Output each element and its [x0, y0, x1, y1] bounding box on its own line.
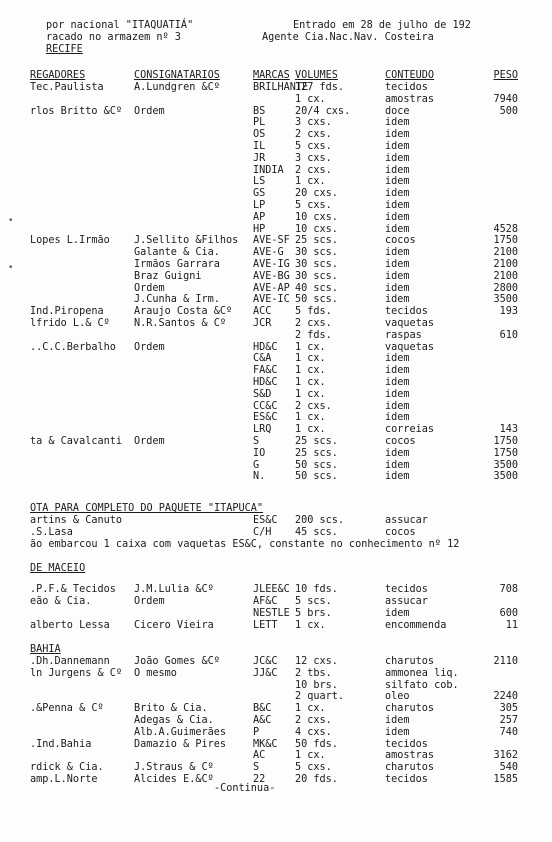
cell-mark: JCR	[253, 318, 272, 329]
cell-weight: 1750	[493, 447, 518, 459]
cell-content: idem	[385, 223, 410, 235]
cell-content: charutos	[385, 703, 435, 715]
cell-content: charutos	[385, 656, 435, 667]
table-row	[0, 691, 552, 703]
nota-remark: ão embarcou 1 caixa com vaquetas ES&C, constante no conhecimento nº 12	[30, 539, 460, 550]
cell-volume: 1 cx.	[295, 377, 326, 388]
cell-shipper: rlos Britto &Cº	[30, 105, 123, 117]
cell-content: idem	[385, 715, 410, 726]
cell-volume: 25 scs.	[295, 447, 338, 459]
cell-mark: JR	[253, 152, 266, 164]
cell-shipper: Lopes L.Irmão	[30, 235, 110, 247]
cell-content: idem	[385, 726, 410, 738]
cell-mark: IO	[253, 447, 266, 459]
margin-mark: •	[8, 263, 14, 273]
table-row	[0, 412, 552, 424]
cell-volume: 30 scs.	[295, 259, 338, 270]
cell-volume: 5 cxs.	[295, 141, 332, 152]
table-row	[0, 259, 552, 271]
cell-content: amostras	[385, 750, 435, 762]
cell-mark: C&A	[253, 353, 272, 365]
table-row	[0, 703, 552, 715]
cell-shipper: ..C.C.Berbalho	[30, 341, 116, 353]
cell-volume: 1 cx.	[295, 365, 326, 377]
table-row	[0, 668, 552, 680]
cell-content: idem	[385, 471, 410, 483]
cell-mark: BS	[253, 105, 266, 117]
cell-consignee: N.R.Santos & Cº	[134, 318, 227, 329]
cell-volume: 12 cxs.	[295, 656, 338, 667]
cell-volume: 5 fds.	[295, 306, 332, 318]
cell-weight: 740	[499, 726, 518, 738]
cell-consignee: Ordem	[134, 282, 165, 294]
cell-volume: 5 brs.	[295, 608, 332, 619]
cell-content: idem	[385, 353, 410, 365]
cell-volume: 40 scs.	[295, 282, 338, 294]
cell-content: tecidos	[385, 584, 428, 595]
table-row	[0, 306, 552, 318]
cell-volume: 200 scs.	[295, 515, 345, 526]
cell-content: idem	[385, 377, 410, 388]
cell-mark: C/H	[253, 527, 272, 538]
cell-consignee: Galante & Cia.	[134, 247, 220, 259]
cell-consignee: Araujo Costa &Cº	[134, 306, 233, 318]
cell-content: vaquetas	[385, 341, 435, 353]
cell-content: idem	[385, 259, 410, 270]
cell-mark: IL	[253, 141, 266, 152]
cell-weight: 2100	[493, 259, 518, 270]
cell-mark: BRILHANTE	[253, 82, 309, 93]
cell-mark: HP	[253, 223, 266, 235]
section-title-maceio: DE MACEIO	[30, 563, 86, 574]
cell-content: idem	[385, 117, 410, 129]
cell-volume: 2 tbs.	[295, 667, 332, 679]
cell-mark: AF&C	[253, 596, 278, 607]
cell-mark: FA&C	[253, 365, 278, 377]
table-row	[0, 141, 552, 153]
cell-mark: AVE-G	[253, 247, 284, 259]
cell-consignee: Ordem	[134, 436, 165, 447]
table-row	[0, 247, 552, 259]
cell-mark: S	[253, 762, 260, 774]
cell-volume: 5 cxs.	[295, 200, 332, 211]
cell-content: idem	[385, 447, 410, 459]
cell-shipper: .&Penna & Cº	[30, 703, 104, 715]
cell-mark: 22	[253, 774, 266, 785]
table-row	[0, 294, 552, 306]
table-row	[0, 153, 552, 165]
cell-volume: 2 cxs.	[295, 129, 332, 141]
cell-mark: ES&C	[253, 515, 278, 526]
cell-mark: HD&C	[253, 341, 278, 353]
table-row	[0, 377, 552, 389]
cell-shipper: Ind.Piropena	[30, 306, 104, 318]
cell-content: idem	[385, 164, 410, 176]
table-row	[0, 727, 552, 739]
cell-weight: 1585	[493, 774, 518, 785]
cell-volume: 50 scs.	[295, 459, 338, 471]
cell-shipper: amp.L.Norte	[30, 774, 98, 785]
cell-content: idem	[385, 282, 410, 294]
cell-volume: 1 cx.	[295, 703, 326, 715]
table-row	[0, 739, 552, 751]
cell-weight: 3500	[493, 471, 518, 483]
cell-content: idem	[385, 388, 410, 400]
table-row	[0, 235, 552, 247]
cell-content: encommenda	[385, 620, 447, 631]
cell-mark: AC	[253, 750, 266, 762]
cell-volume: 5 scs.	[295, 596, 332, 607]
cell-shipper: .Dh.Dannemann	[30, 656, 110, 667]
cell-volume: 2 quart.	[295, 691, 345, 703]
cell-content: cocos	[385, 527, 416, 538]
table-row	[0, 117, 552, 129]
section-title-bahia: BAHIA	[30, 644, 61, 655]
cell-content: amostras	[385, 93, 435, 105]
table-row	[0, 715, 552, 727]
cell-weight: 500	[499, 105, 518, 117]
cell-volume: 10 brs.	[295, 679, 338, 691]
cell-content: cocos	[385, 235, 416, 247]
cell-content: correias	[385, 424, 435, 436]
cell-volume: 1 cx.	[295, 341, 326, 353]
nota-title: OTA PARA COMPLETO DO PAQUETE "ITAPUCA"	[30, 503, 264, 514]
header-warehouse: racado no armazem nº 3	[46, 32, 181, 43]
table-row	[0, 165, 552, 177]
cell-volume: 1 cx.	[295, 750, 326, 762]
cell-mark: LS	[253, 176, 266, 188]
cell-content: assucar	[385, 596, 428, 607]
header-agent: Agente Cia.Nac.Nav. Costeira	[262, 32, 434, 43]
table-row	[0, 448, 552, 460]
cell-content: idem	[385, 400, 410, 412]
cell-mark: P	[253, 726, 260, 738]
cell-consignee: João Gomes &Cº	[134, 656, 220, 667]
cell-mark: LP	[253, 200, 266, 211]
cell-volume: 30 scs.	[295, 247, 338, 259]
table-row	[0, 129, 552, 141]
table-row	[0, 401, 552, 413]
margin-mark: •	[8, 216, 14, 226]
header-date: Entrado em 28 de julho de 192	[293, 20, 471, 31]
cell-mark: B&C	[253, 703, 272, 715]
cell-consignee: Alcides E.&Cº	[134, 774, 214, 785]
cell-shipper: eão & Cia.	[30, 596, 92, 607]
cell-weight: 540	[499, 762, 518, 774]
table-row	[0, 620, 552, 632]
cell-volume: 1 cx.	[295, 93, 326, 105]
table-row	[0, 389, 552, 401]
cell-content: assucar	[385, 515, 428, 526]
footer-continua: -Continua-	[214, 783, 276, 794]
cell-content: doce	[385, 105, 410, 117]
cell-mark: G	[253, 459, 260, 471]
cell-consignee: Ordem	[134, 596, 165, 607]
cell-weight: 2240	[493, 691, 518, 703]
column-headers	[0, 70, 552, 82]
cell-volume: 25 scs.	[295, 235, 338, 247]
table-row	[0, 188, 552, 200]
table-row	[0, 460, 552, 472]
table-row	[0, 750, 552, 762]
cell-mark: AP	[253, 211, 266, 223]
table-row	[0, 176, 552, 188]
cell-volume: 10 cxs.	[295, 211, 338, 223]
cell-content: idem	[385, 188, 410, 200]
table-row	[0, 424, 552, 436]
cell-mark: JJ&C	[253, 667, 278, 679]
cell-content: idem	[385, 365, 410, 377]
cell-shipper: Tec.Paulista	[30, 82, 104, 93]
cell-weight: 7940	[493, 93, 518, 105]
cell-weight: 2110	[493, 656, 518, 667]
cell-consignee: Damazio & Pires	[134, 738, 227, 750]
table-row	[0, 353, 552, 365]
cell-consignee: J.Cunha & Irm.	[134, 294, 220, 306]
table-row	[0, 656, 552, 668]
table-row	[0, 436, 552, 448]
cell-volume: 10 cxs.	[295, 223, 338, 235]
cell-weight: 610	[499, 329, 518, 341]
cell-content: idem	[385, 200, 410, 211]
cell-shipper: rdick & Cia.	[30, 762, 104, 774]
cell-content: vaquetas	[385, 318, 435, 329]
cell-volume: 1 cx.	[295, 353, 326, 365]
cell-weight: 600	[499, 608, 518, 619]
cell-content: tecidos	[385, 738, 428, 750]
cell-consignee: Irmãos Garrara	[134, 259, 220, 270]
cell-consignee: Braz Guigni	[134, 270, 202, 282]
cell-shipper: alberto Lessa	[30, 620, 110, 631]
table-row	[0, 330, 552, 342]
cell-mark: AVE-IG	[253, 259, 290, 270]
cell-volume: 50 scs.	[295, 471, 338, 483]
cell-volume: 1 cx.	[295, 176, 326, 188]
table-row	[0, 774, 552, 786]
col-header-marks: MARCAS	[253, 70, 290, 81]
cell-consignee: J.Straus & Cº	[134, 762, 214, 774]
cell-mark: AVE-SF	[253, 235, 290, 247]
cell-mark: N.	[253, 471, 266, 483]
cell-consignee: O mesmo	[134, 667, 177, 679]
cell-volume: 1 cx.	[295, 424, 326, 436]
cell-content: idem	[385, 294, 410, 306]
cell-content: ammonea liq.	[385, 667, 459, 679]
cell-mark: ACC	[253, 306, 272, 318]
table-row	[0, 527, 552, 539]
cell-volume: 50 fds.	[295, 738, 338, 750]
cell-shipper: ta & Cavalcanti	[30, 436, 123, 447]
table-row	[0, 515, 552, 527]
table-row	[0, 365, 552, 377]
cell-shipper: .S.Lasa	[30, 527, 73, 538]
cell-consignee: Alb.A.Guimerães	[134, 726, 227, 738]
col-header-volumes: VOLUMES	[295, 70, 338, 81]
cell-volume: 2 cxs.	[295, 400, 332, 412]
cell-mark: AVE-BG	[253, 270, 290, 282]
cell-weight: 143	[499, 424, 518, 436]
cell-content: tecidos	[385, 82, 428, 93]
cell-shipper: lfrido L.& Cº	[30, 318, 110, 329]
cell-volume: 3 cxs.	[295, 152, 332, 164]
cell-consignee: J.Sellito &Filhos	[134, 235, 239, 247]
cell-weight: 2800	[493, 282, 518, 294]
cell-weight: 11	[505, 620, 518, 631]
header-ship: por nacional "ITAQUATIÁ"	[46, 20, 194, 31]
cell-mark: GS	[253, 188, 266, 200]
cell-content: idem	[385, 247, 410, 259]
cell-content: idem	[385, 211, 410, 223]
cell-mark: LRQ	[253, 424, 272, 436]
cell-content: tecidos	[385, 774, 428, 785]
cell-content: idem	[385, 176, 410, 188]
cell-weight: 2100	[493, 247, 518, 259]
cell-mark: A&C	[253, 715, 272, 726]
table-row	[0, 283, 552, 295]
cell-volume: 3 cxs.	[295, 117, 332, 129]
cell-mark: ES&C	[253, 412, 278, 424]
cell-mark: CC&C	[253, 400, 278, 412]
header-port: RECIFE	[46, 44, 83, 55]
cell-content: oleo	[385, 691, 410, 703]
cell-content: idem	[385, 141, 410, 152]
cell-weight: 708	[499, 584, 518, 595]
cell-content: idem	[385, 608, 410, 619]
cell-mark: JLEE&C	[253, 584, 290, 595]
cell-consignee: Adegas & Cia.	[134, 715, 214, 726]
cell-mark: S	[253, 436, 260, 447]
table-row	[0, 224, 552, 236]
cell-volume: 20 cxs.	[295, 188, 338, 200]
cell-volume: 20 fds.	[295, 774, 338, 785]
cell-mark: JC&C	[253, 656, 278, 667]
cell-volume: 1 cx.	[295, 620, 326, 631]
cell-volume: 50 scs.	[295, 294, 338, 306]
table-row	[0, 212, 552, 224]
cell-shipper: ln Jurgens & Cº	[30, 667, 123, 679]
table-row	[0, 608, 552, 620]
cell-mark: MK&C	[253, 738, 278, 750]
cell-consignee: Brito & Cia.	[134, 703, 208, 715]
col-header-weight: PESO	[493, 70, 518, 81]
cell-mark: S&D	[253, 388, 272, 400]
table-row	[0, 271, 552, 283]
cell-consignee: J.M.Lulia &Cº	[134, 584, 214, 595]
cell-volume: 1 cx.	[295, 388, 326, 400]
cell-weight: 1750	[493, 235, 518, 247]
cell-content: idem	[385, 459, 410, 471]
cell-weight: 3500	[493, 294, 518, 306]
cell-mark: INDIA	[253, 164, 284, 176]
cell-content: cocos	[385, 436, 416, 447]
cell-content: charutos	[385, 762, 435, 774]
cell-volume: 25 scs.	[295, 436, 338, 447]
cell-content: idem	[385, 129, 410, 141]
cell-content: idem	[385, 412, 410, 424]
cell-consignee: Ordem	[134, 105, 165, 117]
cell-content: raspas	[385, 329, 422, 341]
cell-mark: AVE-AP	[253, 282, 290, 294]
col-header-consignees: CONSIGNATARIOS	[134, 70, 220, 81]
cell-volume: 10 fds.	[295, 584, 338, 595]
cell-shipper: .P.F.& Tecidos	[30, 584, 116, 595]
col-header-contents: CONTEUDO	[385, 70, 435, 81]
cell-mark: HD&C	[253, 377, 278, 388]
cell-content: idem	[385, 152, 410, 164]
col-header-shippers: REGADORES	[30, 70, 86, 81]
cell-weight: 257	[499, 715, 518, 726]
table-row	[0, 82, 552, 94]
cell-volume: 1 cx.	[295, 412, 326, 424]
cell-mark: NESTLE	[253, 608, 290, 619]
cell-volume: 5 cxs.	[295, 762, 332, 774]
cell-mark: PL	[253, 117, 266, 129]
cell-volume: 2 cxs.	[295, 164, 332, 176]
cell-volume: 20/4 cxs.	[295, 105, 351, 117]
table-row	[0, 94, 552, 106]
cell-volume: 45 scs.	[295, 527, 338, 538]
cell-shipper: .Ind.Bahia	[30, 738, 92, 750]
cell-shipper: artins & Canuto	[30, 515, 123, 526]
table-row	[0, 596, 552, 608]
cell-mark: AVE-IC	[253, 294, 290, 306]
table-row	[0, 471, 552, 483]
table-row	[0, 200, 552, 212]
cell-volume: 2 cxs.	[295, 318, 332, 329]
cell-content: silfato cob.	[385, 679, 459, 691]
cell-content: tecidos	[385, 306, 428, 318]
cell-mark: LETT	[253, 620, 278, 631]
cell-weight: 193	[499, 306, 518, 318]
table-row	[0, 680, 552, 692]
cell-volume: 127 fds.	[295, 82, 345, 93]
cell-consignee: Ordem	[134, 341, 165, 353]
table-row	[0, 762, 552, 774]
cell-weight: 4528	[493, 223, 518, 235]
cell-weight: 3500	[493, 459, 518, 471]
cell-volume: 30 scs.	[295, 270, 338, 282]
table-row	[0, 584, 552, 596]
cell-volume: 4 cxs.	[295, 726, 332, 738]
cell-weight: 305	[499, 703, 518, 715]
cell-weight: 2100	[493, 270, 518, 282]
cell-mark: OS	[253, 129, 266, 141]
table-row	[0, 106, 552, 118]
cell-weight: 3162	[493, 750, 518, 762]
table-row	[0, 342, 552, 354]
cell-content: idem	[385, 270, 410, 282]
cell-weight: 1750	[493, 436, 518, 447]
cell-volume: 2 cxs.	[295, 715, 332, 726]
cell-consignee: Cicero Vieira	[134, 620, 214, 631]
cell-consignee: A.Lundgren &Cº	[134, 82, 220, 93]
table-row	[0, 318, 552, 330]
cell-volume: 2 fds.	[295, 329, 332, 341]
